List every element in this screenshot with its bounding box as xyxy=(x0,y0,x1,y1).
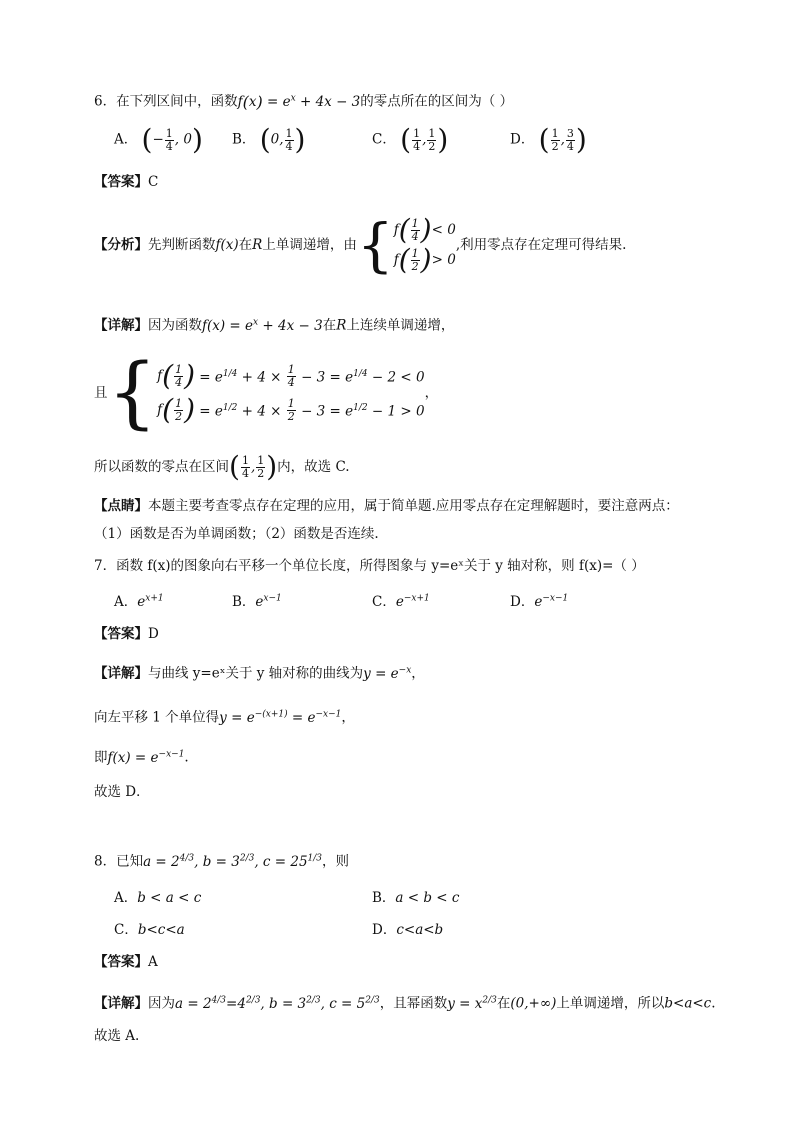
q7-detail-line1-expr: $y = e^{-x}$ xyxy=(363,665,412,682)
q6-detail-prefix: 因为函数 xyxy=(148,317,202,334)
q8-detail-prefix: 因为 xyxy=(148,995,175,1012)
q6-option-b: B． (0, $\frac{1}{4}$ ) xyxy=(232,123,306,156)
q6-answer xyxy=(94,172,158,192)
q8-detail-func: $y = x^{2/3}$ xyxy=(447,995,497,1012)
q8-option-c xyxy=(114,918,185,938)
q8-stem-expr: $a = 2^{4/3}$, $b = 3^{2/3}$, $c = 25^{1/3}$ xyxy=(143,853,323,870)
q6-analysis-prefix: 先判断函数 xyxy=(148,237,216,253)
q7-option-d-label: D． xyxy=(510,594,535,610)
q6-option-d: D． ( $\frac{1}{2}$ , $\frac{3}{4}$ ) xyxy=(510,123,587,156)
q6-option-c: C． ( $\frac{1}{4}$ , $\frac{1}{2}$ ) xyxy=(372,123,449,156)
q7-detail-line3-prefix: 即 xyxy=(94,749,108,766)
q7-option-a-label: A． xyxy=(114,594,138,610)
q6-analysis-function: f(x) xyxy=(215,237,239,253)
q6-option-a-label: A． xyxy=(114,131,138,148)
q8-answer xyxy=(94,952,158,972)
q6-option-b-label: B． xyxy=(232,131,256,148)
q6-option-a: A． (− $\frac{1}{4}$ , 0) xyxy=(114,123,203,156)
q8-option-a-label: A． xyxy=(114,890,138,906)
detail-tag: 【详解】 xyxy=(94,317,148,334)
q7-option-d: D．$e^{-x-1}$ xyxy=(510,593,569,610)
q7-detail-line2-expr: $y = e^{-(x+1)} = e^{-x-1}$ xyxy=(219,709,342,726)
q6-point-line2 xyxy=(94,524,379,544)
q7-detail-line2 xyxy=(94,704,355,728)
q8-detail xyxy=(94,990,716,1014)
q8-stem xyxy=(94,848,349,872)
q6-conclusion-frac1: $\frac{1}{4}$ xyxy=(241,453,249,480)
q8-detail-interval: (0,+∞) xyxy=(510,995,557,1012)
q6-option-d-label: D． xyxy=(510,131,535,148)
point-tag: 【点睛】 xyxy=(94,498,148,514)
q7-detail-line4 xyxy=(94,782,150,802)
q6-point-text2: （1）函数是否为单调函数；（2）函数是否连续. xyxy=(94,526,379,542)
q6-conclusion-suffix: 内，故选 C. xyxy=(277,459,350,475)
answer-tag: 【答案】 xyxy=(94,954,148,970)
q8-option-a xyxy=(114,886,201,906)
q7-option-b: B．$e^{x-1}$ xyxy=(232,593,282,610)
detail-tag: 【详解】 xyxy=(94,995,148,1012)
q8-option-b-expr: a < b < c xyxy=(395,890,460,906)
q6-detail xyxy=(94,312,454,336)
q7-option-b-label: B． xyxy=(232,594,256,610)
q6-detail-system-line xyxy=(94,348,438,438)
q7-detail-line3-expr: $f(x) = e^{-x-1}$ xyxy=(107,749,185,766)
q6-point xyxy=(94,496,679,516)
q7-detail-line4-text: 故选 D． xyxy=(94,784,150,800)
q8-answer-value: A xyxy=(148,954,158,970)
q8-detail-suffix: 上单调递增，所以 xyxy=(556,995,665,1012)
q7-detail-line1-prefix: 与曲线 y=eˣ关于 y 轴对称的曲线为 xyxy=(148,665,364,682)
q8-option-b-label: B． xyxy=(372,890,396,906)
q6-detail-R: R xyxy=(336,317,347,334)
answer-tag: 【答案】 xyxy=(94,626,148,642)
q6-detail-mid: 在 xyxy=(322,317,337,334)
q7-answer xyxy=(94,624,159,644)
q7-detail-line3-suffix: . xyxy=(184,749,189,766)
answer-tag: 【答案】 xyxy=(94,174,148,190)
q8-option-d-label: D． xyxy=(372,922,397,938)
q6-analysis-suffix: ,利用零点存在定理可得结果. xyxy=(455,237,627,253)
q6-answer-value: C xyxy=(148,174,159,190)
q6-stem-function: $f(x) = e^x + 4x - 3$ xyxy=(237,92,361,111)
q8-option-a-expr: b < a < c xyxy=(137,890,202,906)
q7-detail-line1 xyxy=(94,660,425,684)
q8-stem-suffix: ，则 xyxy=(322,853,350,870)
q8-option-d-expr: c<a<b xyxy=(396,922,444,938)
left-brace-icon: { xyxy=(107,348,158,438)
q7-stem xyxy=(94,556,645,576)
q6-analysis-mid: 在 xyxy=(238,237,253,253)
analysis-tag: 【分析】 xyxy=(94,237,148,253)
q8-option-d xyxy=(372,918,443,938)
q7-detail-line1-suffix: ， xyxy=(411,665,425,682)
q6-stem-suffix: 的零点所在的区间为（ ） xyxy=(360,93,514,110)
q7-answer-value: D xyxy=(148,626,159,642)
q6-analysis-R: R xyxy=(252,237,263,253)
q6-analysis-system: f ( $\frac{1}{4}$ ) < 0 f ( $\frac{1}{2}$ ) > 0 xyxy=(393,213,456,276)
q6-detail-function: $f(x) = e^x + 4x - 3$ xyxy=(202,317,323,334)
q8-detail-final xyxy=(94,1026,139,1046)
q7-option-c-label: C． xyxy=(372,594,396,610)
q8-detail-mid: ，且幂函数 xyxy=(379,995,448,1012)
q7-detail-line2-prefix: 向左平移 1 个单位得 xyxy=(94,709,220,726)
q8-detail-final-text: 故选 A. xyxy=(94,1028,140,1044)
left-brace-icon: { xyxy=(356,211,394,279)
q8-option-b xyxy=(372,886,459,906)
q6-analysis-mid2: 上单调递增，由 xyxy=(262,237,357,253)
q6-detail-system: f ( $\frac{1}{4}$ ) = $e^{1/4} + 4$ × $\frac{1}{4}$ − $3 = e^{1/4} - 2 < 0$ f ( $\frac{1}{2}$ ) = $e^{1/2} + 4$ × $\frac{1}{2}$ − $3 = e^{1/2} - 1 > 0$ xyxy=(157,359,425,426)
q8-detail-expr: $a = 2^{4/3}=4^{2/3}$, $b = 3^{2/3}$, $c = 5^{2/3}$ xyxy=(175,995,380,1012)
q7-option-c: C．$e^{-x+1}$ xyxy=(372,593,430,610)
q6-analysis xyxy=(94,210,626,280)
q6-stem xyxy=(94,88,513,116)
q6-detail-and: 且 xyxy=(94,385,108,401)
detail-tag: 【详解】 xyxy=(94,665,148,682)
q6-conclusion-frac2: $\frac{1}{2}$ xyxy=(257,453,265,480)
q6-option-c-label: C． xyxy=(372,131,396,148)
q8-detail-end: . xyxy=(711,995,716,1012)
q6-conclusion: 所以函数的零点在区间 ( $\frac{1}{4}$ , $\frac{1}{2}$ ) 内，故选 C. xyxy=(94,450,350,483)
q7-option-a: A．$e^{x+1}$ xyxy=(114,593,164,610)
q7-stem-text: 7．函数 f(x)的图象向右平移一个单位长度，所得图象与 y=eˣ关于 y 轴对称，则 f(x)=（ ） xyxy=(94,558,645,574)
q6-conclusion-prefix: 所以函数的零点在区间 xyxy=(94,459,229,475)
q8-detail-mid2: 在 xyxy=(496,995,511,1012)
q8-option-c-expr: b<c<a xyxy=(137,922,185,938)
q7-detail-line2-suffix: ， xyxy=(341,709,355,726)
q8-option-c-label: C． xyxy=(114,922,138,938)
q6-detail-comma: ， xyxy=(424,385,439,401)
q6-point-text: 本题主要考查零点存在定理的应用，属于简单题.应用零点存在定理解题时，要注意两点： xyxy=(148,498,679,514)
q7-detail-line3 xyxy=(94,744,189,768)
q8-stem-prefix: 8．已知 xyxy=(94,853,144,870)
q6-stem-prefix: 6．在下列区间中，函数 xyxy=(94,93,238,110)
q8-detail-result: b<a<c xyxy=(664,995,712,1012)
q6-detail-suffix: 上连续单调递增， xyxy=(346,317,455,334)
